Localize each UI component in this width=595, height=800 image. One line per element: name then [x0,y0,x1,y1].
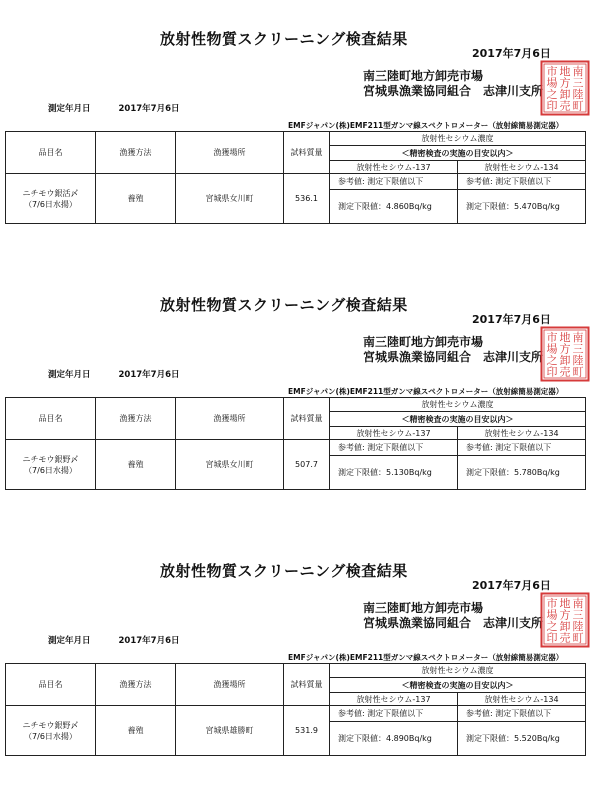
seal-character: 之 [546,620,558,633]
cooperative-name: 宮城県漁業協同組合 志津川支所 [363,616,544,630]
seal-character: 印 [546,365,558,379]
header-guideline: ＜精密検査の実施の目安以内＞ [330,146,586,161]
measurement-date-line [48,634,180,646]
catch-place-cell: 宮城県女川町 [176,440,284,490]
header-item-name: 品目名 [6,398,96,440]
table-row [6,440,586,456]
report-date: 2017年7月6日 [472,47,551,60]
measurement-date-line [48,102,180,114]
ikejime-mark: 〆 [70,720,79,730]
header-cs137: 放射性セシウム-137 [330,161,458,174]
seal-character: 三 [572,342,584,356]
seal-character: 市 [546,331,558,344]
seal-character: 市 [546,65,558,78]
report-date: 2017年7月6日 [472,579,551,592]
item-name-cell [6,174,96,224]
header-cs137: 放射性セシウム-137 [330,427,458,440]
results-table [5,397,586,490]
header-catch-place: 漁獲場所 [176,664,284,706]
cs134-reference-cell: 参考値: 測定下限値以下 [458,174,586,190]
equipment-note: EMFジャパン(株)EMF211型ガンマ線スペクトロメーター（放射線簡易測定器） [288,387,564,396]
cooperative-name: 宮城県漁業協同組合 志津川支所 [363,350,544,364]
measurement-date-value: 2017年7月6日 [118,370,180,380]
market-name: 南三陸町地方卸売市場 [363,335,484,349]
report-section-3 [0,532,595,798]
seal-character: 地 [559,65,571,78]
measurement-date-label: 測定年月日 [48,370,91,380]
seal-character: 町 [572,99,584,113]
cooperative-name: 宮城県漁業協同組合 志津川支所 [363,84,544,98]
seal-character: 卸 [559,354,571,367]
results-table [5,663,586,756]
header-guideline: ＜精密検査の実施の目安以内＞ [330,678,586,693]
seal-character: 之 [546,354,558,367]
header-item-name: 品目名 [6,664,96,706]
cs134-reference-cell: 参考値: 測定下限値以下 [458,706,586,722]
seal-character: 市 [546,597,558,610]
catch-place-cell: 宮城県雄勝町 [176,706,284,756]
equipment-note: EMFジャパン(株)EMF211型ガンマ線スペクトロメーター（放射線簡易測定器） [288,121,564,130]
seal-character: 三 [572,76,584,90]
cs137-detection-limit-cell: 測定下限値：4.890Bq/kg [330,722,458,756]
cs134-detection-limit-cell: 測定下限値：5.780Bq/kg [458,456,586,490]
seal-character: 売 [559,365,571,379]
measurement-date-label: 測定年月日 [48,636,91,646]
catch-method-cell: 養殖 [96,706,176,756]
report-section-2 [0,266,595,532]
item-name: ニチモウ銀野 [22,720,71,730]
header-cesium-concentration: 放射性セシウム濃度 [330,132,586,146]
seal-character: 南 [572,65,584,78]
header-sample-mass: 試料質量 [284,398,330,440]
ikejime-mark: 〆 [70,188,79,198]
header-catch-method: 漁獲方法 [96,132,176,174]
cs137-reference-cell: 参考値: 測定下限値以下 [330,440,458,456]
seal-character: 方 [559,342,571,356]
seal-character: 印 [546,631,558,645]
measurement-date-value: 2017年7月6日 [118,104,180,114]
header-catch-method: 漁獲方法 [96,398,176,440]
header-row-1 [6,664,586,678]
header-item-name: 品目名 [6,132,96,174]
header-cs134: 放射性セシウム-134 [458,693,586,706]
report-title: 放射性物質スクリーニング検査結果 [160,296,408,314]
cs137-detection-limit-cell: 測定下限値：4.860Bq/kg [330,190,458,224]
seal-character: 陸 [572,620,584,633]
ikejime-mark: 〆 [70,454,79,464]
seal-character: 印 [546,99,558,113]
cs134-detection-limit-cell: 測定下限値：5.470Bq/kg [458,190,586,224]
catch-place-cell: 宮城県女川町 [176,174,284,224]
header-sample-mass: 試料質量 [284,132,330,174]
header-cesium-concentration: 放射性セシウム濃度 [330,664,586,678]
seal-character: 町 [572,365,584,379]
sample-mass-cell: 536.1 [284,174,330,224]
item-name-cell [6,706,96,756]
header-cesium-concentration: 放射性セシウム濃度 [330,398,586,412]
cs134-detection-limit-cell: 測定下限値：5.520Bq/kg [458,722,586,756]
catch-method-cell: 養殖 [96,174,176,224]
seal-character: 陸 [572,88,584,101]
header-cs137: 放射性セシウム-137 [330,693,458,706]
table-row [6,174,586,190]
sample-mass-cell: 507.7 [284,440,330,490]
catch-method-cell: 養殖 [96,440,176,490]
seal-character: 町 [572,631,584,645]
table-row [6,706,586,722]
seal-character: 南 [572,597,584,610]
item-landing-date: （7/6日水揚） [24,465,77,475]
item-landing-date: （7/6日水揚） [24,731,77,741]
seal-character: 場 [546,342,558,356]
seal-character: 売 [559,99,571,113]
equipment-note: EMFジャパン(株)EMF211型ガンマ線スペクトロメーター（放射線簡易測定器） [288,653,564,662]
report-title: 放射性物質スクリーニング検査結果 [160,30,408,48]
header-cs134: 放射性セシウム-134 [458,161,586,174]
header-cs134: 放射性セシウム-134 [458,427,586,440]
header-catch-place: 漁獲場所 [176,132,284,174]
seal-character: 卸 [559,88,571,101]
header-sample-mass: 試料質量 [284,664,330,706]
seal-character: 陸 [572,354,584,367]
seal-character: 之 [546,88,558,101]
measurement-date-line [48,368,180,380]
item-landing-date: （7/6日水揚） [24,199,77,209]
measurement-date-label: 測定年月日 [48,104,91,114]
seal-character: 南 [572,331,584,344]
item-name: ニチモウ銀活 [22,188,71,198]
seal-character: 売 [559,631,571,645]
header-guideline: ＜精密検査の実施の目安以内＞ [330,412,586,427]
cs137-detection-limit-cell: 測定下限値：5.130Bq/kg [330,456,458,490]
header-catch-method: 漁獲方法 [96,664,176,706]
report-date: 2017年7月6日 [472,313,551,326]
official-seal-stamp [540,592,590,648]
official-seal-stamp [540,326,590,382]
market-name: 南三陸町地方卸売市場 [363,601,484,615]
cs137-reference-cell: 参考値: 測定下限値以下 [330,706,458,722]
seal-character: 方 [559,76,571,90]
cs134-reference-cell: 参考値: 測定下限値以下 [458,440,586,456]
header-row-1 [6,132,586,146]
seal-character: 三 [572,608,584,622]
header-row-1 [6,398,586,412]
official-seal-stamp [540,60,590,116]
seal-character: 場 [546,76,558,90]
results-table [5,131,586,224]
seal-character: 卸 [559,620,571,633]
cs137-reference-cell: 参考値: 測定下限値以下 [330,174,458,190]
report-title: 放射性物質スクリーニング検査結果 [160,562,408,580]
seal-character: 方 [559,608,571,622]
item-name: ニチモウ銀野 [22,454,71,464]
market-name: 南三陸町地方卸売市場 [363,69,484,83]
measurement-date-value: 2017年7月6日 [118,636,180,646]
item-name-cell [6,440,96,490]
seal-character: 場 [546,608,558,622]
seal-character: 地 [559,331,571,344]
report-section-1 [0,0,595,266]
header-catch-place: 漁獲場所 [176,398,284,440]
seal-character: 地 [559,597,571,610]
sample-mass-cell: 531.9 [284,706,330,756]
